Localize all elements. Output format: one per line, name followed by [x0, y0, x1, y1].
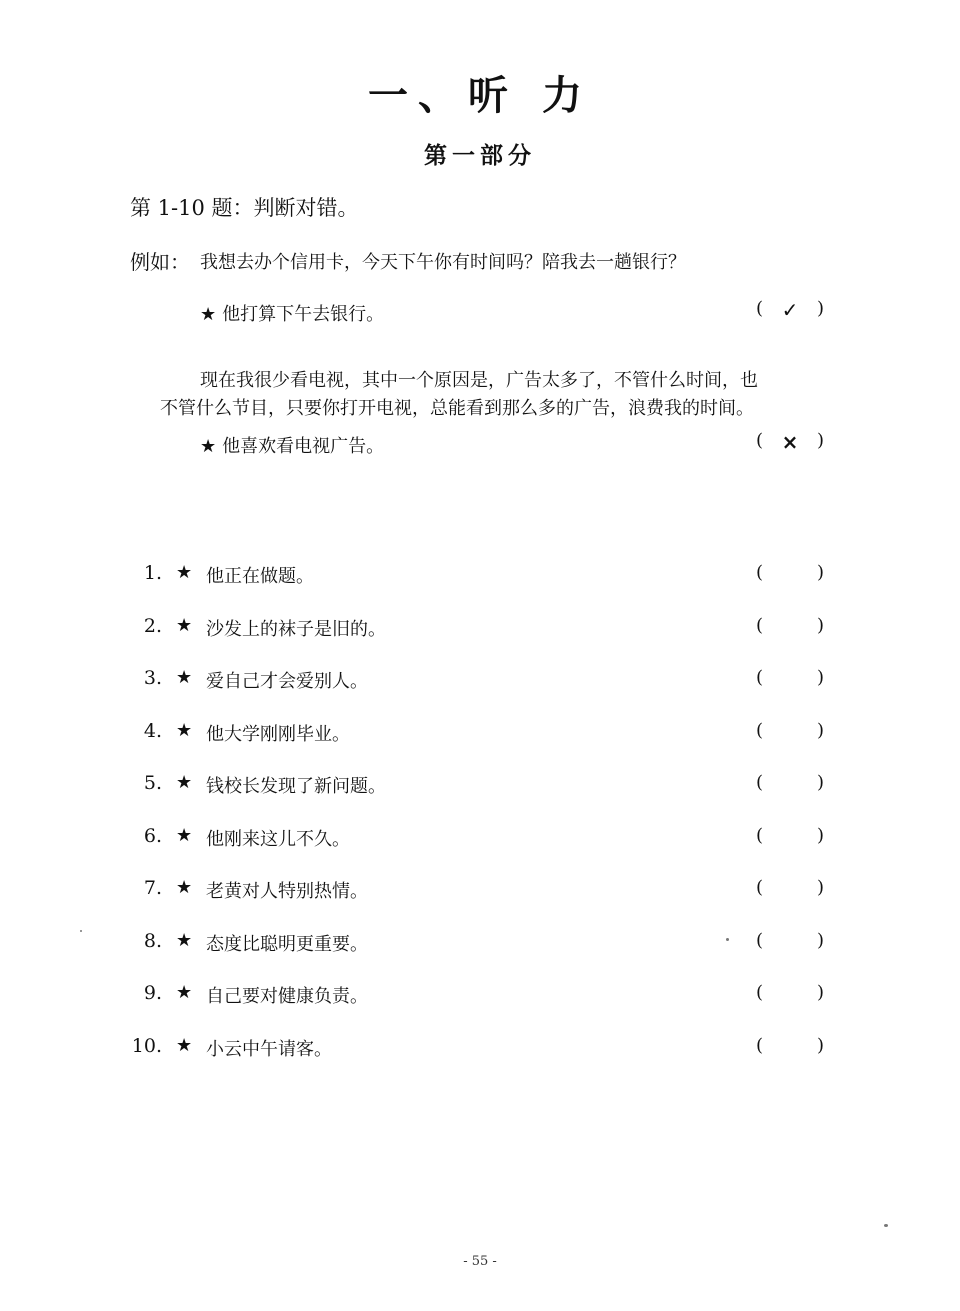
- paren-right: ): [816, 615, 824, 636]
- question-number: 10.: [131, 1035, 162, 1057]
- example2-statement: [200, 432, 384, 458]
- question-text: 钱校长发现了新问题。: [206, 776, 386, 797]
- section-title: 一、听 力: [368, 73, 592, 119]
- paren-right: ): [816, 825, 824, 846]
- star-icon: ★: [176, 615, 193, 636]
- question-text: 他刚来这儿不久。: [206, 829, 350, 850]
- example-label: 例如：: [130, 250, 190, 274]
- question-number: 6.: [143, 825, 162, 847]
- example-statement: [200, 300, 384, 326]
- paren-left: (: [756, 615, 764, 636]
- paren-right: ): [816, 667, 824, 688]
- star-icon: ★: [176, 720, 193, 741]
- paren-left: (: [756, 1035, 764, 1056]
- example2-statement-text: 他喜欢看电视广告。: [222, 436, 385, 457]
- star-icon: ★: [176, 772, 193, 793]
- paren-left: (: [756, 772, 764, 793]
- check-mark: ✓: [781, 298, 799, 322]
- question-text: 他大学刚刚毕业。: [206, 724, 350, 745]
- star-icon: ★: [176, 982, 193, 1003]
- star-icon: ★: [176, 825, 193, 846]
- part-title: 第一部分: [424, 143, 536, 169]
- question-text: 爱自己才会爱别人。: [206, 671, 368, 692]
- paren-right: ): [816, 982, 824, 1003]
- star-icon: ★: [200, 304, 217, 325]
- paren-left: (: [756, 720, 764, 741]
- star-icon: ★: [200, 436, 217, 457]
- page-number: - 55 -: [463, 1254, 497, 1269]
- cross-mark: ×: [781, 430, 799, 454]
- question-number: 7.: [143, 877, 162, 899]
- question-text: 自己要对健康负责。: [206, 986, 368, 1007]
- question-number: 3.: [143, 667, 162, 689]
- scan-speck: [80, 930, 82, 932]
- star-icon: ★: [176, 1035, 193, 1056]
- star-icon: ★: [176, 562, 193, 583]
- paren-left: (: [756, 667, 764, 688]
- question-number: 8.: [143, 930, 162, 952]
- scan-speck: [884, 1224, 888, 1227]
- question-number: 9.: [143, 982, 162, 1004]
- question-number: 2.: [143, 615, 162, 637]
- paren-left: (: [756, 982, 764, 1003]
- question-text: 他正在做题。: [206, 566, 314, 587]
- example-statement-text: 他打算下午去银行。: [222, 304, 385, 325]
- example2-line1: 现在我很少看电视，其中一个原因是，广告太多了，不管什么时间，也: [200, 370, 758, 391]
- question-text: 老黄对人特别热情。: [206, 881, 368, 902]
- question-text: 态度比聪明更重要。: [206, 934, 368, 955]
- paren-left: (: [756, 877, 764, 898]
- paren-right: ): [816, 772, 824, 793]
- star-icon: ★: [176, 667, 193, 688]
- example2-line2: 不管什么节目，只要你打开电视，总能看到那么多的广告，浪费我的时间。: [160, 398, 754, 419]
- scan-speck: [726, 938, 729, 941]
- paren-right: ): [816, 877, 824, 898]
- star-icon: ★: [176, 930, 193, 951]
- question-number: 1.: [143, 562, 162, 584]
- star-icon: ★: [176, 877, 193, 898]
- paren-right: ): [816, 720, 824, 741]
- example2-answer-box: ( × ): [756, 430, 824, 454]
- paren-left: (: [756, 930, 764, 951]
- question-number: 5.: [143, 772, 162, 794]
- question-text: 沙发上的袜子是旧的。: [206, 619, 386, 640]
- paren-right: ): [816, 562, 824, 583]
- example-text: 我想去办个信用卡，今天下午你有时间吗？陪我去一趟银行？: [200, 252, 686, 273]
- example-answer-box: ( ✓ ): [756, 298, 824, 322]
- question-number: 4.: [143, 720, 162, 742]
- question-text: 小云中午请客。: [206, 1039, 332, 1060]
- paren-left: (: [756, 825, 764, 846]
- paren-left: (: [756, 562, 764, 583]
- paren-right: ): [816, 1035, 824, 1056]
- paren-right: ): [816, 930, 824, 951]
- instruction: 第 1-10 题：判断对错。: [130, 196, 359, 220]
